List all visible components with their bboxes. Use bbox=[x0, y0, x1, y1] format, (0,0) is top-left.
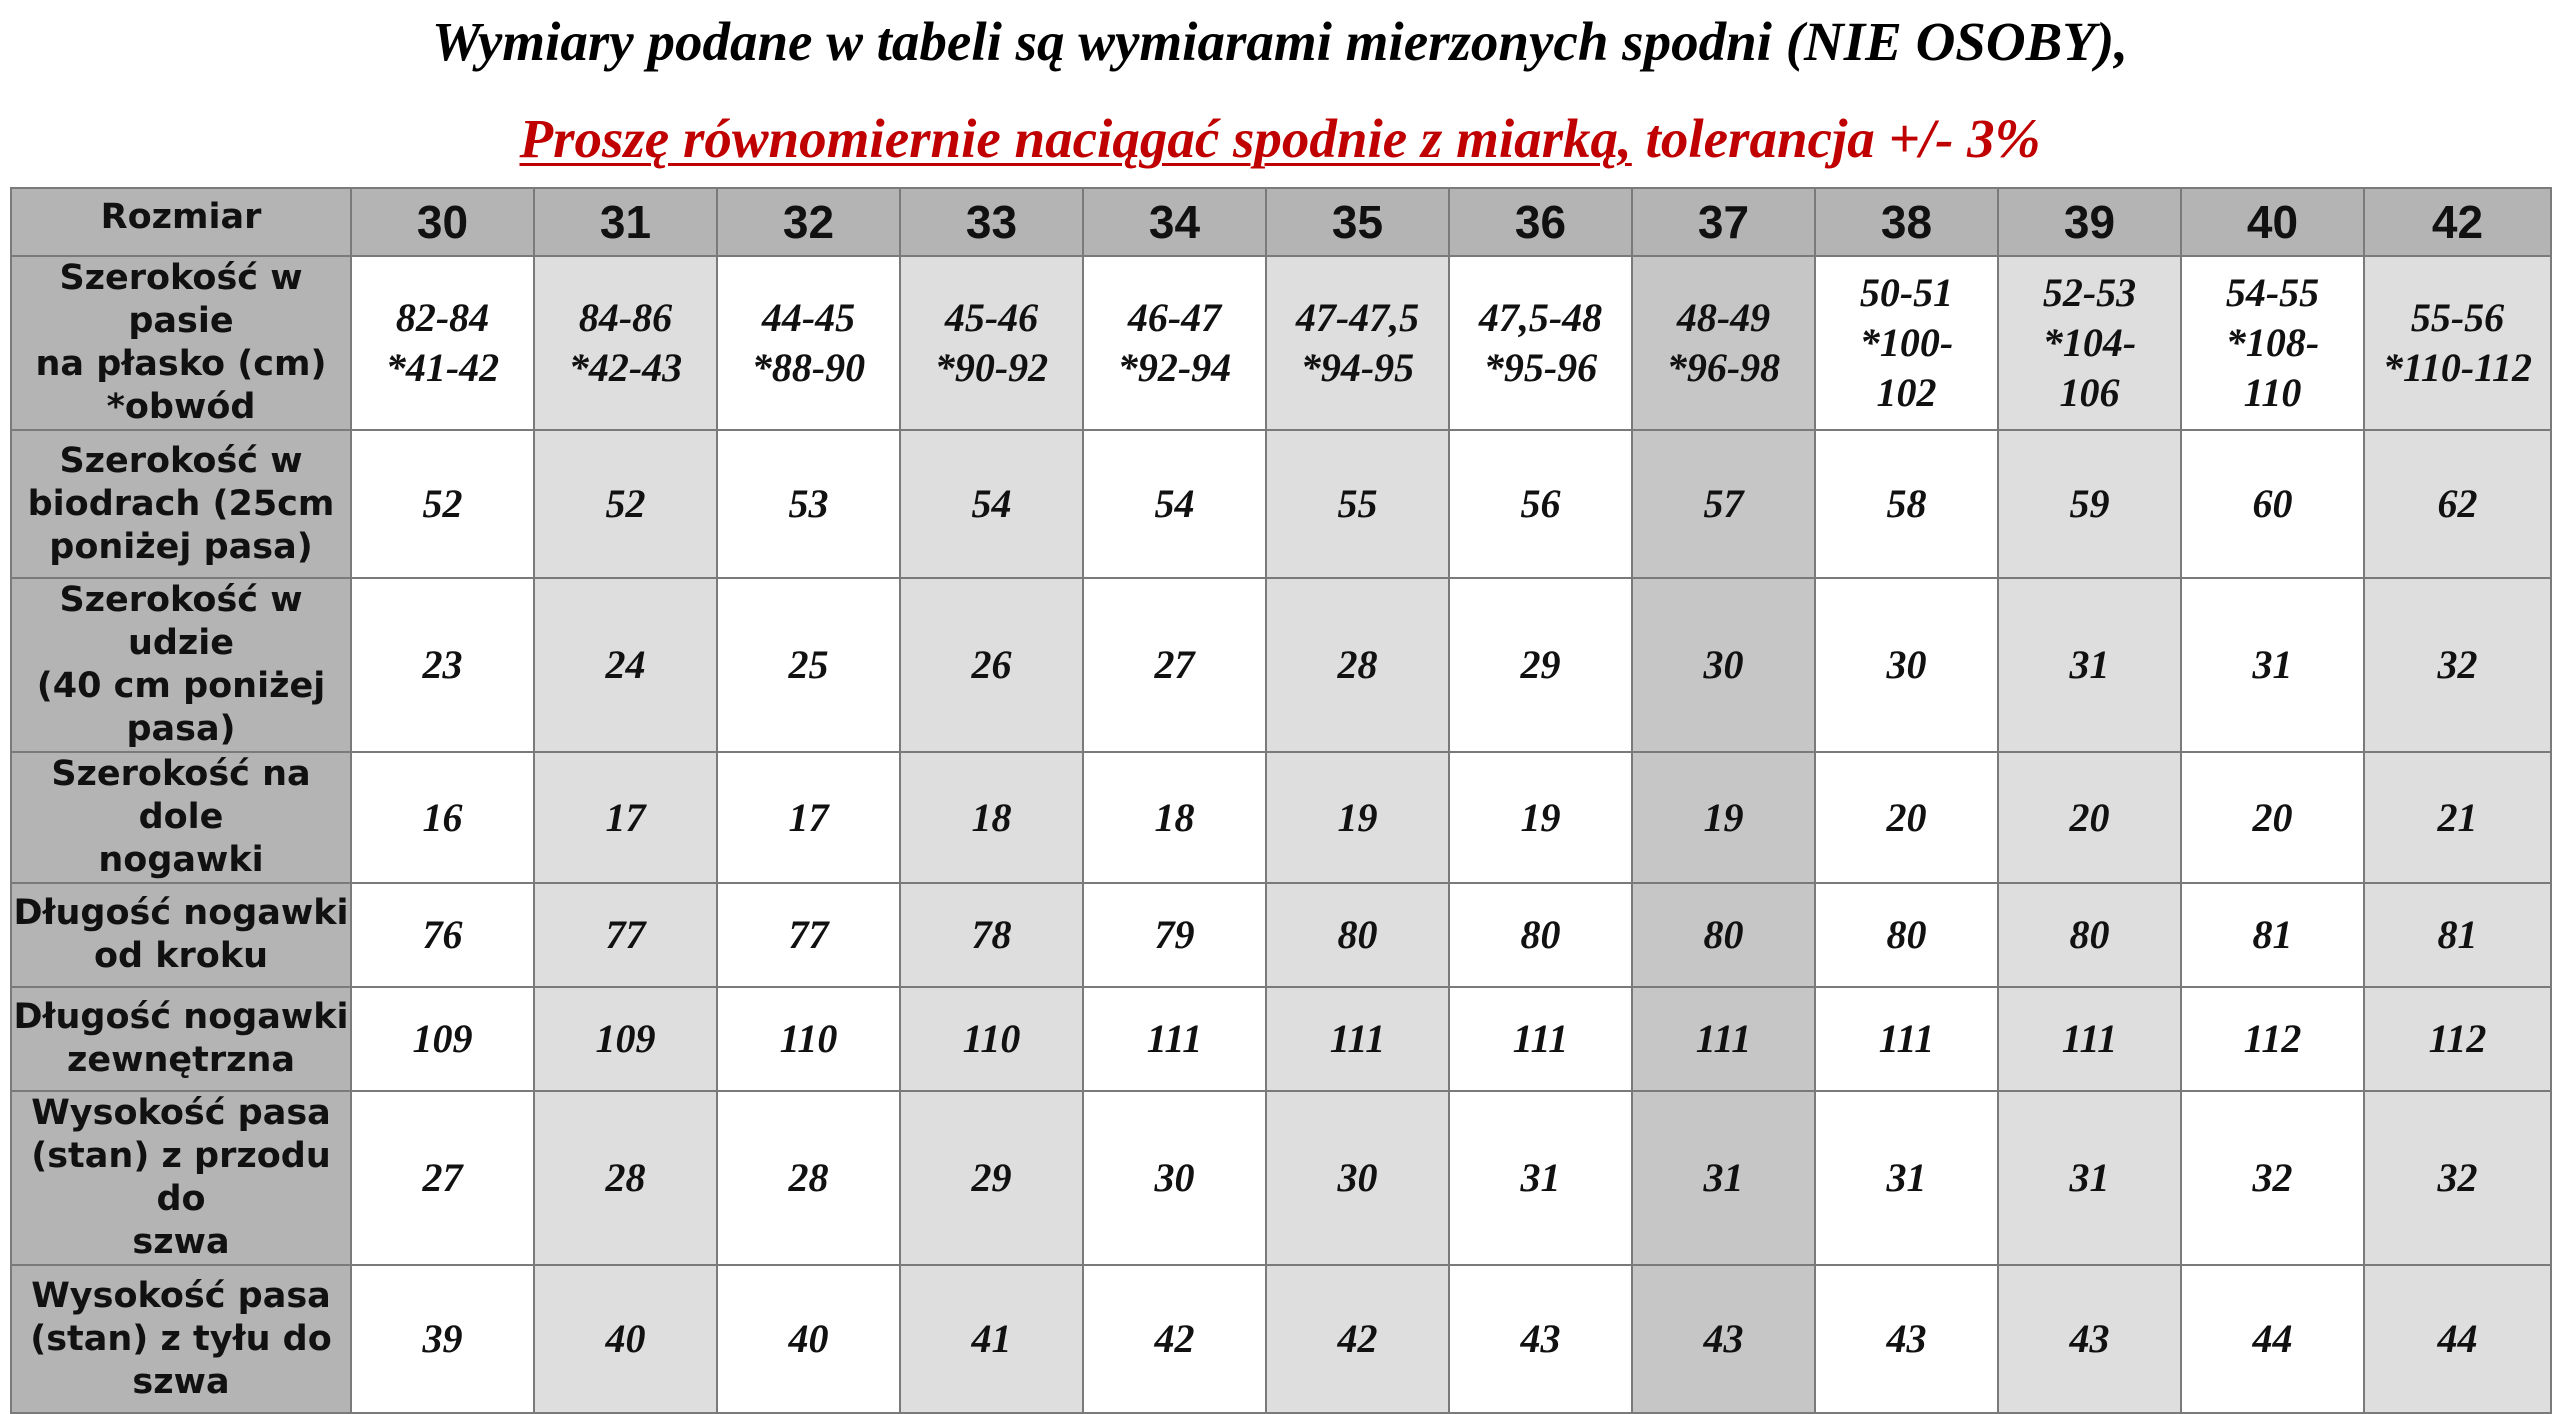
measurement-cell: 78 bbox=[900, 883, 1083, 987]
measurement-cell: 59 bbox=[1998, 430, 2181, 578]
measurement-cell: 20 bbox=[2181, 752, 2364, 883]
measurement-cell: 31 bbox=[1449, 1091, 1632, 1265]
measurement-cell: 17 bbox=[534, 752, 717, 883]
measurement-cell: 56 bbox=[1449, 430, 1632, 578]
measurement-cell: 30 bbox=[1632, 578, 1815, 752]
measurement-cell: 39 bbox=[351, 1265, 534, 1413]
measurement-cell: 29 bbox=[900, 1091, 1083, 1265]
measurement-cell: 17 bbox=[717, 752, 900, 883]
size-35: 35 bbox=[1266, 188, 1449, 256]
measurement-cell: 43 bbox=[1998, 1265, 2181, 1413]
size-38: 38 bbox=[1815, 188, 1998, 256]
measurement-cell: 43 bbox=[1449, 1265, 1632, 1413]
measurement-cell: 26 bbox=[900, 578, 1083, 752]
measurement-cell: 24 bbox=[534, 578, 717, 752]
measurement-cell: 19 bbox=[1266, 752, 1449, 883]
measurement-cell: 18 bbox=[1083, 752, 1266, 883]
row-label: Szerokość w pasie na płasko (cm) *obwód bbox=[11, 256, 351, 430]
measurement-cell: 46-47 *92-94 bbox=[1083, 256, 1266, 430]
measurement-cell: 29 bbox=[1449, 578, 1632, 752]
row-label: Szerokość na dole nogawki bbox=[11, 752, 351, 883]
measurement-cell: 112 bbox=[2364, 987, 2551, 1091]
measurement-cell: 111 bbox=[1815, 987, 1998, 1091]
row-label: Długość nogawki zewnętrzna bbox=[11, 987, 351, 1091]
measurement-cell: 111 bbox=[1449, 987, 1632, 1091]
measurement-cell: 43 bbox=[1632, 1265, 1815, 1413]
measurement-cell: 42 bbox=[1266, 1265, 1449, 1413]
header-line-2-underlined: Proszę równomiernie naciągać spodnie z miarką, bbox=[519, 108, 1632, 169]
size-39: 39 bbox=[1998, 188, 2181, 256]
measurement-cell: 80 bbox=[1449, 883, 1632, 987]
waist-width-row bbox=[11, 256, 2551, 430]
size-36: 36 bbox=[1449, 188, 1632, 256]
measurement-cell: 43 bbox=[1815, 1265, 1998, 1413]
measurement-cell: 52 bbox=[534, 430, 717, 578]
row-label: Szerokość w biodrach (25cm poniżej pasa) bbox=[11, 430, 351, 578]
measurement-cell: 28 bbox=[1266, 578, 1449, 752]
measurement-cell: 32 bbox=[2181, 1091, 2364, 1265]
measurement-cell: 112 bbox=[2181, 987, 2364, 1091]
measurement-cell: 19 bbox=[1632, 752, 1815, 883]
measurement-cell: 23 bbox=[351, 578, 534, 752]
measurement-cell: 110 bbox=[717, 987, 900, 1091]
measurement-cell: 44 bbox=[2181, 1265, 2364, 1413]
measurement-cell: 40 bbox=[534, 1265, 717, 1413]
measurement-cell: 81 bbox=[2181, 883, 2364, 987]
measurement-cell: 42 bbox=[1083, 1265, 1266, 1413]
measurement-cell: 55 bbox=[1266, 430, 1449, 578]
measurement-cell: 48-49 *96-98 bbox=[1632, 256, 1815, 430]
size-32: 32 bbox=[717, 188, 900, 256]
measurement-cell: 27 bbox=[1083, 578, 1266, 752]
measurement-cell: 77 bbox=[534, 883, 717, 987]
back-rise-row bbox=[11, 1265, 2551, 1413]
measurement-cell: 55-56 *110-112 bbox=[2364, 256, 2551, 430]
size-42: 42 bbox=[2364, 188, 2551, 256]
size-34: 34 bbox=[1083, 188, 1266, 256]
measurement-cell: 54 bbox=[1083, 430, 1266, 578]
measurement-cell: 19 bbox=[1449, 752, 1632, 883]
inseam-row bbox=[11, 883, 2551, 987]
measurement-cell: 28 bbox=[534, 1091, 717, 1265]
measurement-cell: 45-46 *90-92 bbox=[900, 256, 1083, 430]
row-label: Wysokość pasa (stan) z przodu do szwa bbox=[11, 1091, 351, 1265]
hip-width-row bbox=[11, 430, 2551, 578]
measurement-cell: 52-53 *104- 106 bbox=[1998, 256, 2181, 430]
measurement-cell: 53 bbox=[717, 430, 900, 578]
measurement-cell: 31 bbox=[2181, 578, 2364, 752]
size-30: 30 bbox=[351, 188, 534, 256]
measurement-cell: 20 bbox=[1998, 752, 2181, 883]
corner-label: Rozmiar bbox=[11, 188, 351, 256]
thigh-width-row bbox=[11, 578, 2551, 752]
front-rise-row bbox=[11, 1091, 2551, 1265]
measurement-cell: 30 bbox=[1083, 1091, 1266, 1265]
measurement-cell: 25 bbox=[717, 578, 900, 752]
measurement-cell: 30 bbox=[1266, 1091, 1449, 1265]
measurement-cell: 54-55 *108- 110 bbox=[2181, 256, 2364, 430]
measurement-cell: 60 bbox=[2181, 430, 2364, 578]
measurement-cell: 81 bbox=[2364, 883, 2551, 987]
measurement-cell: 28 bbox=[717, 1091, 900, 1265]
measurement-cell: 111 bbox=[1266, 987, 1449, 1091]
measurement-cell: 44-45 *88-90 bbox=[717, 256, 900, 430]
measurement-cell: 80 bbox=[1815, 883, 1998, 987]
measurement-cell: 20 bbox=[1815, 752, 1998, 883]
measurement-cell: 32 bbox=[2364, 578, 2551, 752]
measurement-cell: 80 bbox=[1632, 883, 1815, 987]
size-header-row bbox=[11, 188, 2551, 256]
size-table bbox=[10, 187, 2552, 1414]
measurement-cell: 109 bbox=[534, 987, 717, 1091]
size-37: 37 bbox=[1632, 188, 1815, 256]
measurement-cell: 109 bbox=[351, 987, 534, 1091]
measurement-cell: 80 bbox=[1998, 883, 2181, 987]
measurement-cell: 31 bbox=[1815, 1091, 1998, 1265]
measurement-cell: 80 bbox=[1266, 883, 1449, 987]
measurement-cell: 62 bbox=[2364, 430, 2551, 578]
row-label: Wysokość pasa (stan) z tyłu do szwa bbox=[11, 1265, 351, 1413]
measurement-cell: 31 bbox=[1632, 1091, 1815, 1265]
measurement-cell: 82-84 *41-42 bbox=[351, 256, 534, 430]
measurement-cell: 30 bbox=[1815, 578, 1998, 752]
measurement-cell: 31 bbox=[1998, 1091, 2181, 1265]
header-line-2 bbox=[0, 103, 2560, 175]
header-line-1: Wymiary podane w tabeli są wymiarami mierzonych spodni (NIE OSOBY), bbox=[432, 11, 2128, 72]
size-33: 33 bbox=[900, 188, 1083, 256]
measurement-cell: 21 bbox=[2364, 752, 2551, 883]
row-label: Szerokość w udzie (40 cm poniżej pasa) bbox=[11, 578, 351, 752]
measurement-cell: 16 bbox=[351, 752, 534, 883]
measurement-cell: 76 bbox=[351, 883, 534, 987]
leg-opening-row bbox=[11, 752, 2551, 883]
measurement-cell: 41 bbox=[900, 1265, 1083, 1413]
measurement-cell: 27 bbox=[351, 1091, 534, 1265]
measurement-cell: 52 bbox=[351, 430, 534, 578]
measurement-cell: 32 bbox=[2364, 1091, 2551, 1265]
measurement-cell: 79 bbox=[1083, 883, 1266, 987]
row-label: Długość nogawki od kroku bbox=[11, 883, 351, 987]
measurement-cell: 57 bbox=[1632, 430, 1815, 578]
outseam-row bbox=[11, 987, 2551, 1091]
table-body bbox=[11, 256, 2551, 1413]
measurement-cell: 47-47,5 *94-95 bbox=[1266, 256, 1449, 430]
measurement-cell: 58 bbox=[1815, 430, 1998, 578]
measurement-cell: 40 bbox=[717, 1265, 900, 1413]
measurement-cell: 31 bbox=[1998, 578, 2181, 752]
measurement-cell: 18 bbox=[900, 752, 1083, 883]
measurement-cell: 44 bbox=[2364, 1265, 2551, 1413]
size-40: 40 bbox=[2181, 188, 2364, 256]
measurement-cell: 110 bbox=[900, 987, 1083, 1091]
measurement-cell: 77 bbox=[717, 883, 900, 987]
measurement-cell: 54 bbox=[900, 430, 1083, 578]
measurement-cell: 50-51 *100- 102 bbox=[1815, 256, 1998, 430]
size-31: 31 bbox=[534, 188, 717, 256]
measurement-cell: 111 bbox=[1998, 987, 2181, 1091]
header-line-2-rest: tolerancja +/- 3% bbox=[1631, 108, 2041, 169]
measurement-cell: 47,5-48 *95-96 bbox=[1449, 256, 1632, 430]
measurement-cell: 111 bbox=[1083, 987, 1266, 1091]
measurement-cell: 84-86 *42-43 bbox=[534, 256, 717, 430]
measurement-cell: 111 bbox=[1632, 987, 1815, 1091]
